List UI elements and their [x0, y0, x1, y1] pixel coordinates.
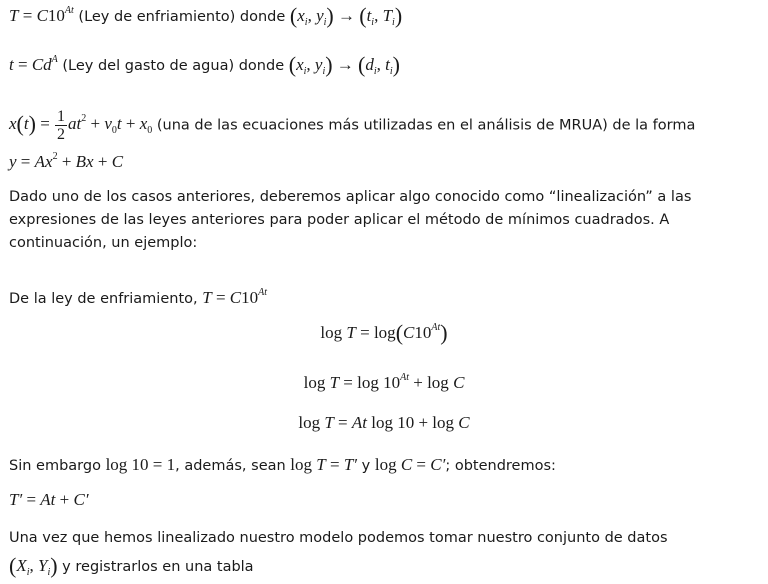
- equation-cooling-law: [9, 3, 403, 28]
- sin-embargo-mid: , además, sean: [175, 458, 291, 474]
- formula-log10: log 10 = 1: [105, 455, 176, 474]
- formula-quadratic: $y = Ax^2 + Bx + C$: [9, 151, 124, 171]
- sin-embargo-y: y: [357, 458, 375, 474]
- formula-logC: log C = C′: [374, 455, 446, 474]
- water-description: (Ley del gasto de agua) donde: [57, 58, 289, 74]
- formula-logT: log T = T′: [290, 455, 358, 474]
- derivation-step-1: $\log T = \log(C10^{At})$: [320, 320, 448, 345]
- formula-mrua: x(t) = $\frac{1}{2}$ $at^2 + v_0t + x_0$: [9, 108, 153, 143]
- mrua-description: (una de las ecuaciones más utilizadas en el análisis de MRUA) de la forma: [152, 117, 696, 134]
- formula-cooling-repeat: $T = C10^{At}$: [202, 287, 268, 307]
- substitution-line: [9, 455, 556, 476]
- derivation-step-2: $\log T = \log 10^{At} + \log C$: [303, 372, 465, 392]
- cooling-intro-text: De la ley de enfriamiento,: [9, 291, 203, 307]
- formula-cooling-map: ($x_i$, $y_i) \to (t_i$, $T_i$): [289, 3, 403, 28]
- equation-quadratic: [9, 152, 123, 173]
- paragraph-data-intro: [9, 528, 668, 548]
- equation-water-law: [9, 52, 400, 77]
- formula-water: $t = Cd^A$: [9, 54, 58, 74]
- paragraph-linearization: Dado uno de los casos anteriores, deberemos aplicar algo conocido como “linealización” a las expresiones de las leyes anteriores para poder aplicar el método de mínimos cuadrados. A continuación, un ejemplo:: [9, 189, 692, 251]
- derivation-step-3: log T = At log 10 + log C: [298, 413, 470, 432]
- equation-mrua: [9, 108, 695, 143]
- paragraph-data-text: Una vez que hemos linealizado nuestro modelo podemos tomar nuestro conjunto de datos: [9, 530, 668, 546]
- formula-data-pair: ($X_i$, $Y_i$): [9, 553, 58, 578]
- formula-linear: T′ = At + C′: [9, 490, 89, 509]
- cooling-description: (Ley de enfriamiento) donde: [73, 9, 290, 25]
- formula-cooling: $T = C10^{At}$: [9, 5, 74, 25]
- paragraph-data-end: y registrarlos en una tabla: [57, 559, 254, 575]
- equation-linear: [9, 490, 89, 511]
- paragraph-data-continuation: [9, 553, 254, 578]
- sin-embargo-lead: Sin embargo: [9, 458, 106, 474]
- cooling-intro: [9, 288, 267, 309]
- sin-embargo-end: ; obtendremos:: [445, 458, 556, 474]
- formula-water-map: ($x_i$, $y_i) \to (d_i$, $t_i$): [288, 52, 400, 77]
